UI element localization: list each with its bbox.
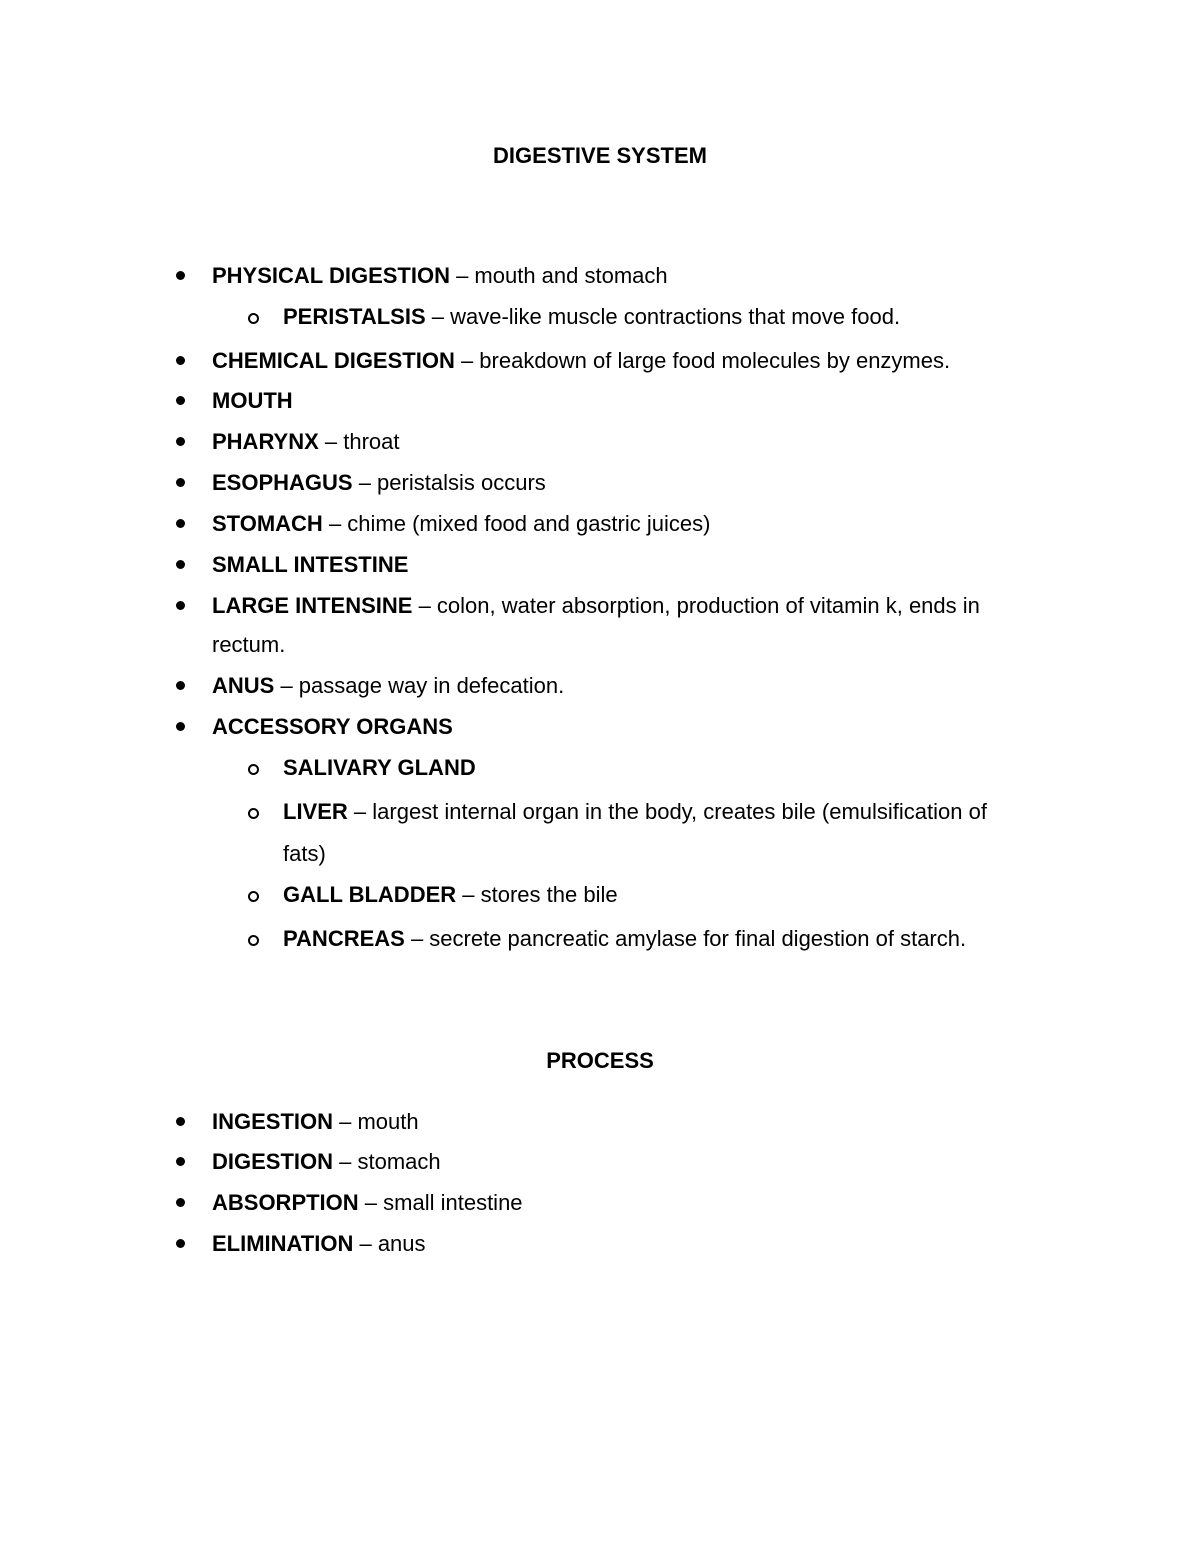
list-item [212, 429, 399, 455]
list-item [212, 1149, 441, 1175]
item-term: DIGESTION [212, 1149, 334, 1174]
sub-bullet-icon [248, 935, 259, 946]
bullet-icon [176, 1157, 185, 1166]
item-term: MOUTH [212, 388, 293, 413]
item-desc: – throat [318, 429, 400, 454]
list-item [283, 755, 476, 781]
item-desc: – mouth and stomach [449, 263, 668, 288]
bullet-icon [176, 1117, 185, 1126]
list-item [212, 1109, 419, 1135]
bullet-icon [176, 722, 185, 731]
section-title-process: PROCESS [546, 1048, 654, 1073]
bullet-icon [176, 1198, 185, 1207]
list-item [212, 263, 668, 289]
sub-bullet-icon [248, 808, 259, 819]
bullet-icon [176, 1239, 185, 1248]
item-desc: – largest internal organ in the body, creates bile (emulsification of [347, 799, 987, 824]
item-desc: – stomach [333, 1149, 441, 1174]
item-term: ABSORPTION [212, 1190, 359, 1215]
list-item [283, 926, 966, 952]
item-term: PANCREAS [283, 926, 405, 951]
item-term: SMALL INTESTINE [212, 552, 409, 577]
list-item [212, 470, 546, 496]
item-term: LIVER [283, 799, 348, 824]
item-desc: – colon, water absorption, production of vitamin k, ends in [412, 593, 980, 618]
item-term: PHARYNX [212, 429, 319, 454]
list-item [283, 799, 987, 825]
item-desc: – breakdown of large food molecules by enzymes. [454, 348, 951, 373]
item-term: ANUS [212, 673, 275, 698]
item-term: ACCESSORY ORGANS [212, 714, 453, 739]
bullet-icon [176, 437, 185, 446]
item-term: CHEMICAL DIGESTION [212, 348, 455, 373]
list-item [212, 511, 710, 537]
bullet-icon [176, 356, 185, 365]
item-term: ELIMINATION [212, 1231, 354, 1256]
list-item [212, 552, 408, 578]
bullet-icon [176, 478, 185, 487]
item-term: STOMACH [212, 511, 323, 536]
list-item [212, 348, 950, 374]
list-item [212, 1231, 426, 1257]
item-desc: – small intestine [358, 1190, 523, 1215]
document-title: DIGESTIVE SYSTEM [493, 143, 707, 168]
item-desc: – stores the bile [456, 882, 618, 907]
list-item [212, 673, 564, 699]
item-term: INGESTION [212, 1109, 334, 1134]
item-term: GALL BLADDER [283, 882, 457, 907]
item-desc: – passage way in defecation. [274, 673, 565, 698]
item-desc: – wave-like muscle contractions that move food. [425, 304, 901, 329]
sub-bullet-icon [248, 313, 259, 324]
bullet-icon [176, 560, 185, 569]
list-item [212, 388, 293, 414]
item-term: ESOPHAGUS [212, 470, 353, 495]
item-term: PHYSICAL DIGESTION [212, 263, 450, 288]
item-term: SALIVARY GLAND [283, 755, 476, 780]
list-item [283, 882, 618, 908]
list-item [283, 304, 900, 330]
item-desc: – anus [353, 1231, 426, 1256]
sub-bullet-icon [248, 891, 259, 902]
item-continuation: fats) [283, 841, 326, 866]
bullet-icon [176, 396, 185, 405]
item-desc: – peristalsis occurs [352, 470, 546, 495]
item-continuation: rectum. [212, 632, 286, 657]
list-item [212, 593, 980, 619]
bullet-icon [176, 601, 185, 610]
list-item [212, 714, 453, 740]
bullet-icon [176, 271, 185, 280]
bullet-icon [176, 519, 185, 528]
item-term: LARGE INTENSINE [212, 593, 413, 618]
item-term: PERISTALSIS [283, 304, 426, 329]
sub-bullet-icon [248, 764, 259, 775]
item-desc: – secrete pancreatic amylase for final digestion of starch. [404, 926, 967, 951]
item-desc: – mouth [333, 1109, 419, 1134]
list-item [212, 1190, 523, 1216]
item-desc: – chime (mixed food and gastric juices) [322, 511, 711, 536]
bullet-icon [176, 681, 185, 690]
